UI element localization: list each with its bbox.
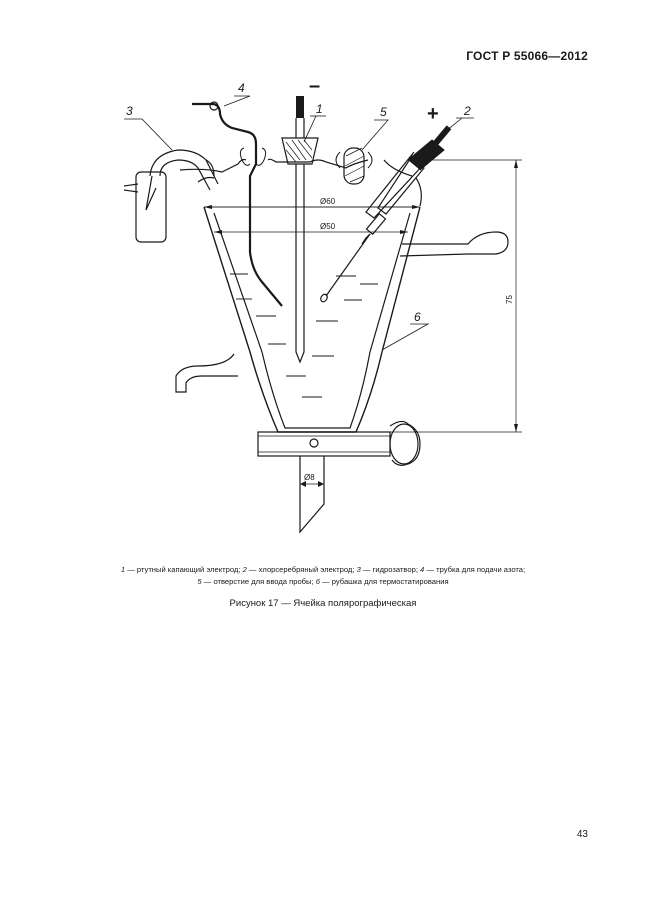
stopcock-hole (310, 439, 318, 447)
callout-2-leader (440, 118, 462, 136)
callout-5-leader (362, 120, 388, 150)
upper-inlet-tube (400, 232, 508, 256)
electrode-2-junction (367, 214, 386, 234)
legend-item-1-text: — ртутный капающий электрод; (125, 565, 243, 574)
dimension-60-label: Ø60 (320, 197, 336, 206)
dimension-60 (204, 205, 420, 209)
bottom-stopcock-body (258, 432, 390, 456)
legend-item-3-num: 3 (356, 565, 361, 574)
dimension-8-label: Ø8 (304, 473, 315, 482)
legend-item-2-text: — хлорсеребряный электрод; (246, 565, 357, 574)
figure-legend (40, 564, 606, 587)
callout-5: 5 (380, 105, 387, 119)
callout-6: 6 (414, 310, 421, 324)
sample-port-plug (344, 148, 364, 184)
legend-item-3-text: — гидрозатвор; (360, 565, 421, 574)
electrode-1-capillary (296, 164, 304, 362)
legend-item-5-num: 5 (197, 576, 202, 586)
plus-sign: + (427, 103, 439, 125)
legend-item-4-text: — трубка для подачи азота; (424, 565, 526, 574)
callout-4-leader (224, 96, 250, 106)
callout-1: 1 (316, 102, 323, 116)
legend-item-6-num: 6 (315, 576, 320, 586)
minus-sign: – (309, 75, 321, 97)
dimension-75-label: 75 (505, 295, 514, 304)
electrode-2-wire (326, 234, 370, 296)
dimension-50 (214, 230, 408, 234)
figure-caption: Рисунок 17 — Ячейка полярографическая (229, 598, 417, 609)
callout-4: 4 (238, 81, 245, 95)
drain-tube (300, 456, 324, 532)
dimension-75 (390, 160, 522, 432)
legend-line-1 (40, 564, 606, 576)
nitrogen-tube (192, 104, 282, 306)
legend-item-1-num: 1 (120, 565, 126, 574)
dimension-50-label: Ø50 (320, 222, 336, 231)
legend-item-6-text: — рубашка для термостатирования (319, 576, 449, 586)
inner-vessel (214, 213, 410, 428)
page-number: 43 (576, 829, 588, 840)
electrode-1-cap (296, 96, 304, 118)
legend-item-4-num: 4 (420, 565, 425, 574)
callout-2: 2 (464, 104, 471, 118)
callout-3-leader (124, 119, 172, 150)
lower-outlet-tube (176, 354, 238, 392)
document-header: ГОСТ Р 55066—2012 (466, 49, 588, 63)
legend-line-2 (40, 576, 606, 588)
outer-jacket (204, 207, 420, 432)
legend-item-2-num: 2 (242, 565, 247, 574)
legend-item-5-text: — отверстие для ввода пробы; (201, 576, 316, 586)
callout-3: 3 (126, 104, 133, 118)
